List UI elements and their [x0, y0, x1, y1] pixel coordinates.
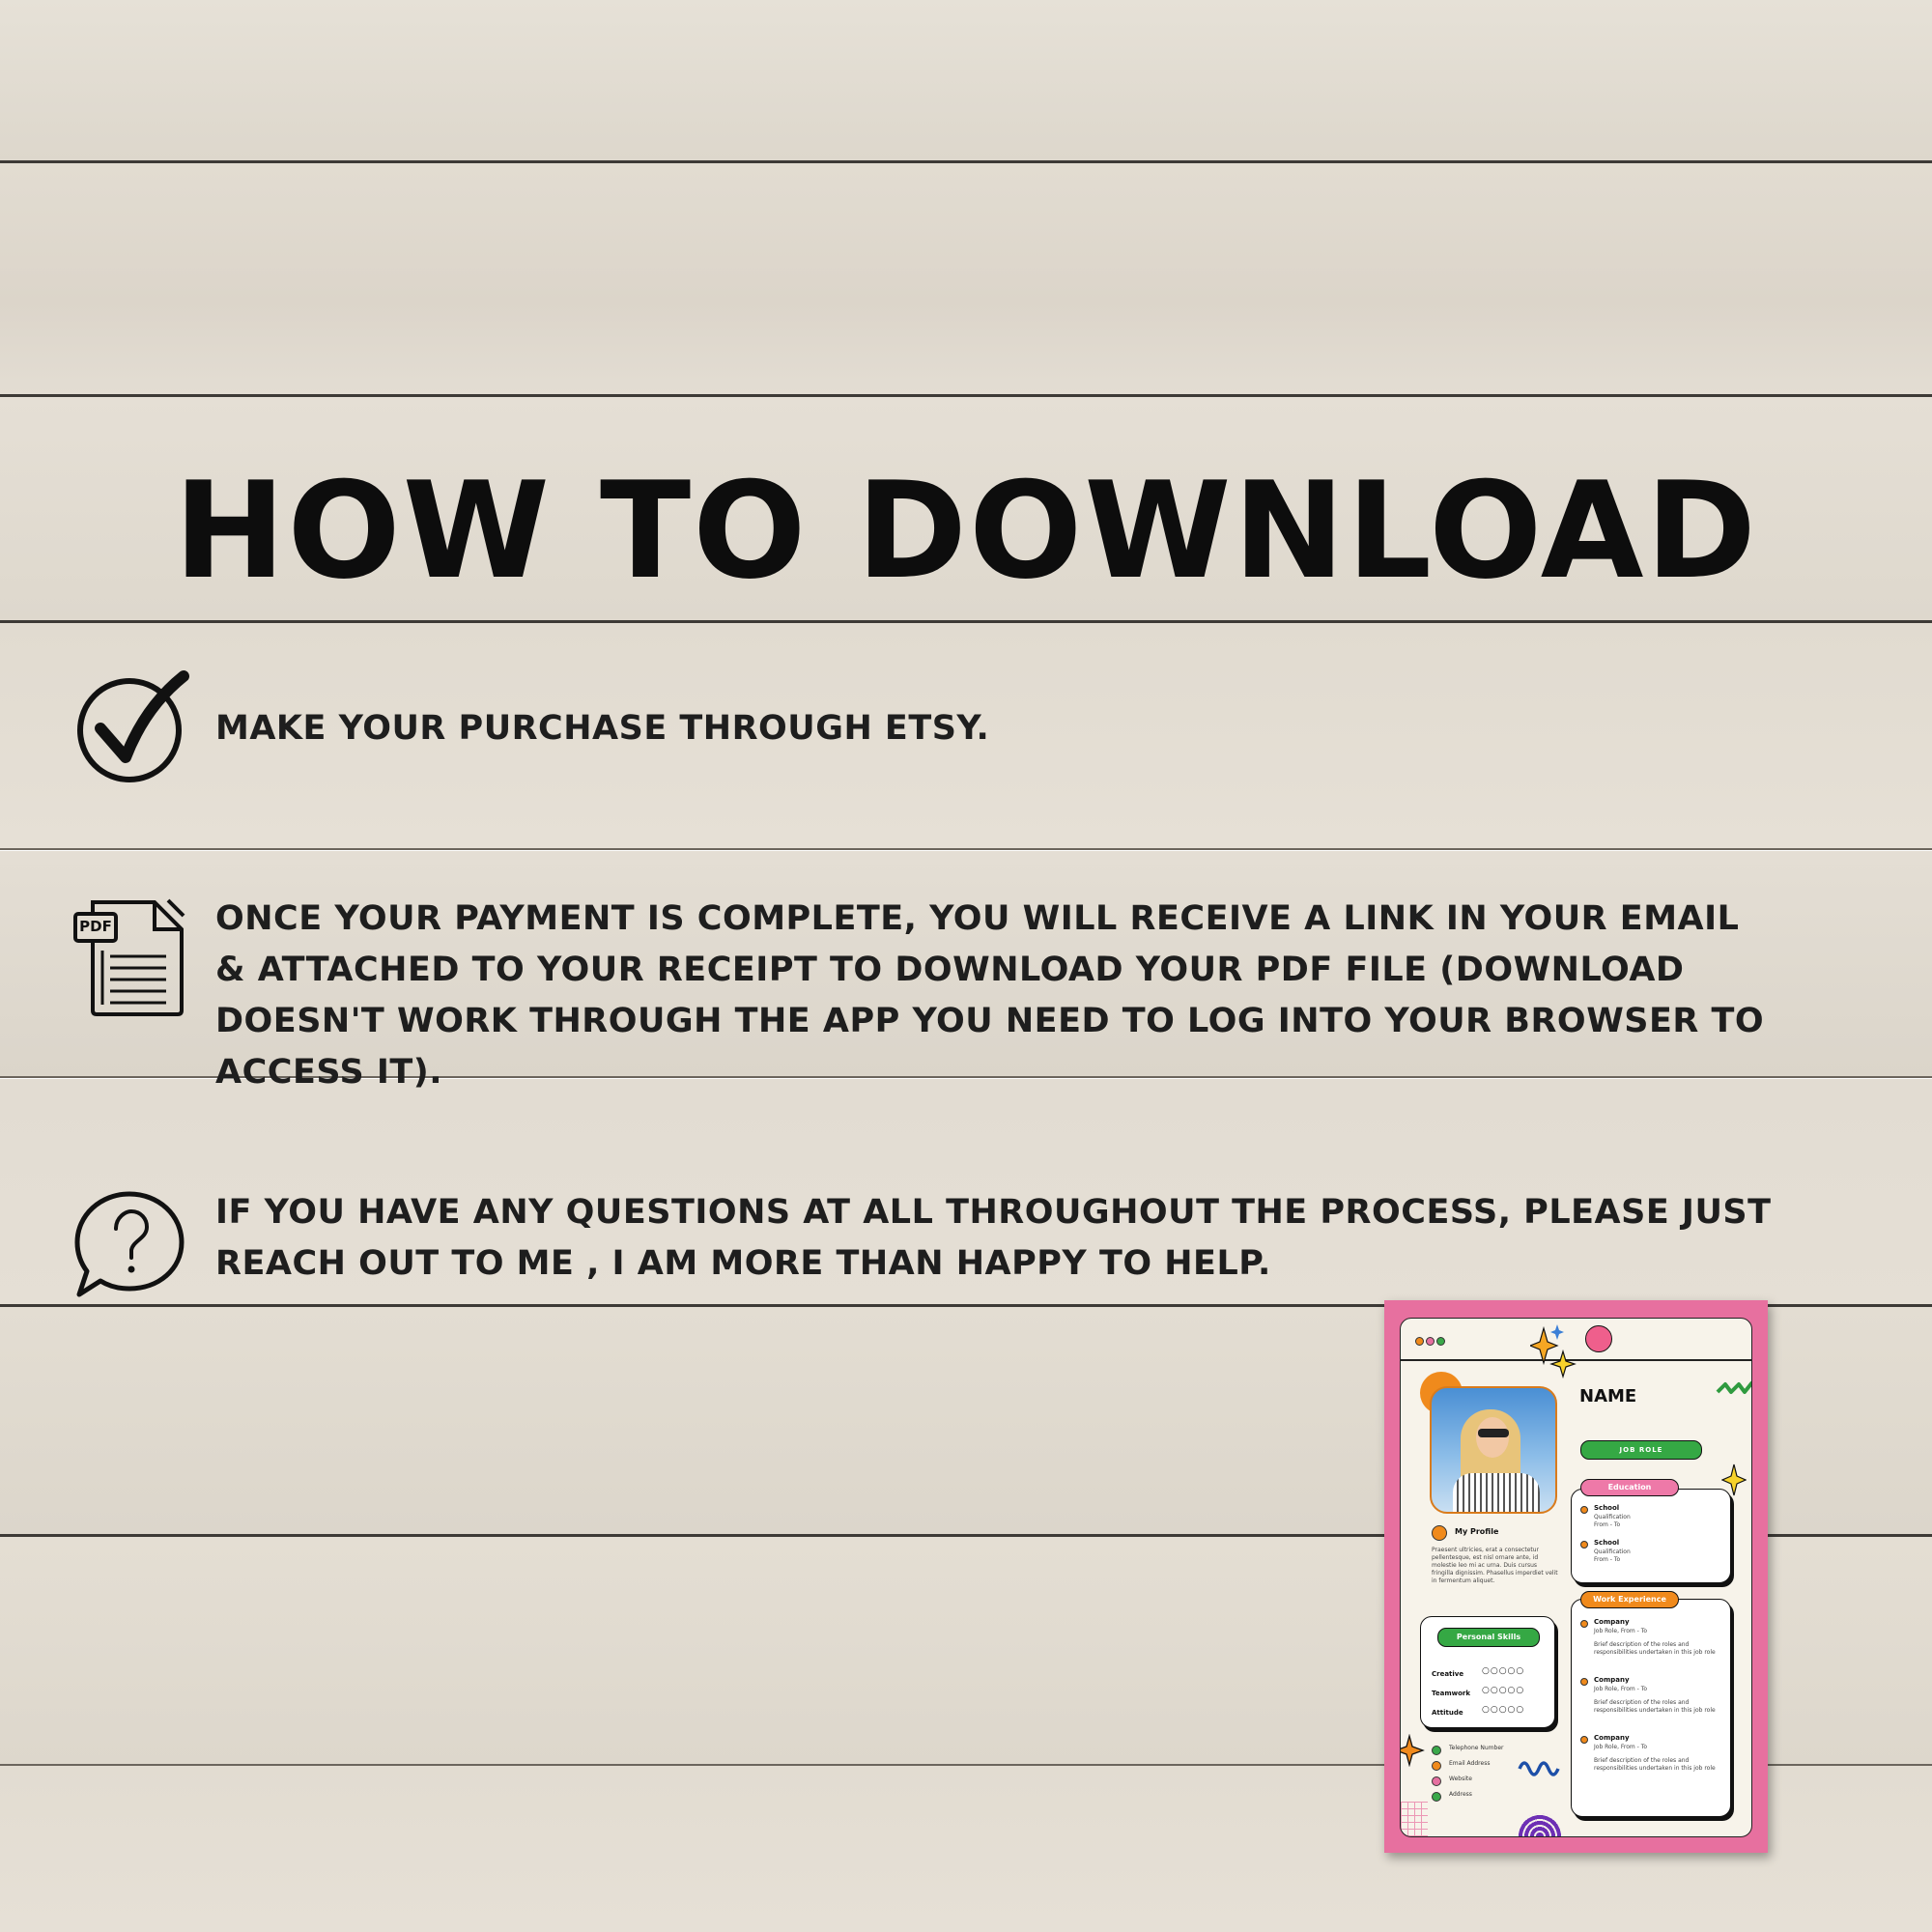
pdf-icon-label: PDF	[79, 918, 112, 935]
window-dot	[1426, 1337, 1435, 1346]
skill-label: Teamwork	[1432, 1690, 1470, 1697]
work-title-pill: Work Experience	[1580, 1591, 1679, 1608]
timeline-dot	[1580, 1506, 1588, 1514]
skill-label: Creative	[1432, 1670, 1464, 1678]
contact-icon	[1432, 1761, 1441, 1771]
plank	[0, 0, 1932, 162]
education-qualification: Qualification	[1594, 1548, 1631, 1555]
profile-title: My Profile	[1455, 1527, 1499, 1536]
work-company: Company	[1594, 1676, 1630, 1684]
contact-label: Telephone Number	[1449, 1745, 1504, 1751]
work-description: Brief description of the roles and responsibilities undertaken in this job role	[1594, 1757, 1716, 1772]
education-box	[1571, 1489, 1731, 1583]
photo-person-face	[1476, 1417, 1509, 1458]
plank	[0, 163, 1932, 395]
resume-name: NAME	[1579, 1386, 1637, 1406]
job-role-pill: JOB ROLE	[1580, 1440, 1702, 1460]
timeline-dot	[1580, 1678, 1588, 1686]
work-description: Brief description of the roles and responsibilities undertaken in this job role	[1594, 1641, 1716, 1656]
resume-template-preview	[1384, 1300, 1768, 1853]
work-role: Job Role, From - To	[1594, 1628, 1648, 1634]
work-role: Job Role, From - To	[1594, 1744, 1648, 1750]
pdf-file-icon	[71, 896, 187, 1018]
contact-icon	[1432, 1792, 1441, 1802]
timeline-dot	[1580, 1736, 1588, 1744]
wave-icon	[1517, 1755, 1565, 1776]
contact-label: Email Address	[1449, 1760, 1491, 1767]
checkmark-circle-icon	[75, 668, 191, 786]
education-dates: From - To	[1594, 1521, 1621, 1528]
contact-icon	[1432, 1776, 1441, 1786]
work-company: Company	[1594, 1734, 1630, 1742]
education-qualification: Qualification	[1594, 1514, 1631, 1520]
purple-arch-decoration	[1519, 1813, 1561, 1836]
pink-circle-decoration	[1585, 1325, 1612, 1352]
skill-rating: ○○○○○	[1482, 1666, 1525, 1676]
plank-seam	[0, 848, 1932, 850]
step-3-text: IF YOU HAVE ANY QUESTIONS AT ALL THROUGHOUT THE PROCESS, PLEASE JUST REACH OUT TO ME , I AM MORE THAN HAPPY TO HELP.	[215, 1193, 1772, 1283]
skill-rating: ○○○○○	[1482, 1686, 1525, 1695]
education-school: School	[1594, 1539, 1620, 1547]
profile-text: Praesent ultricies, erat a consectetur pellentesque, est nisl ornare ante, id molestie leo mi ac urna. Duis cursus fringilla dignissim. Phasellus imperdiet velit in fermentum aliquet.	[1432, 1547, 1558, 1584]
timeline-dot	[1580, 1541, 1588, 1548]
zigzag-icon	[1716, 1377, 1752, 1400]
skill-label: Attitude	[1432, 1709, 1463, 1717]
education-title-pill: Education	[1580, 1479, 1679, 1496]
work-description: Brief description of the roles and responsibilities undertaken in this job role	[1594, 1699, 1716, 1714]
education-school: School	[1594, 1504, 1620, 1512]
timeline-dot	[1580, 1620, 1588, 1628]
question-bubble-icon	[73, 1188, 189, 1300]
contact-icon	[1432, 1746, 1441, 1755]
star-burst-icon	[1400, 1734, 1426, 1767]
contact-label: Website	[1449, 1776, 1472, 1782]
work-role: Job Role, From - To	[1594, 1686, 1648, 1692]
page-title: HOW TO DOWNLOAD	[173, 453, 1759, 609]
education-dates: From - To	[1594, 1556, 1621, 1563]
step-2-text: ONCE YOUR PAYMENT IS COMPLETE, YOU WILL RECEIVE A LINK IN YOUR EMAIL & ATTACHED TO YOUR RECEIPT TO DOWNLOAD YOUR PDF FILE (DOWNLOAD DOESN'T WORK THROUGH THE APP YOU NEED TO LOG INTO YOUR BROWSER TO ACCESS IT).	[215, 899, 1765, 1092]
skills-title-pill: Personal Skills	[1437, 1628, 1540, 1647]
window-dot	[1415, 1337, 1424, 1346]
work-company: Company	[1594, 1618, 1630, 1626]
contact-label: Address	[1449, 1791, 1472, 1798]
resume-page	[1400, 1318, 1752, 1837]
sparkle-icon	[1530, 1324, 1588, 1378]
skill-rating: ○○○○○	[1482, 1705, 1525, 1715]
profile-photo	[1430, 1386, 1557, 1514]
grid-decoration	[1401, 1802, 1428, 1836]
window-dot	[1436, 1337, 1445, 1346]
profile-icon	[1432, 1525, 1447, 1541]
step-1-text: MAKE YOUR PURCHASE THROUGH ETSY.	[215, 709, 990, 748]
photo-person-shirt	[1453, 1473, 1540, 1514]
sunglasses	[1478, 1429, 1509, 1437]
sparkle-icon	[1721, 1463, 1747, 1496]
